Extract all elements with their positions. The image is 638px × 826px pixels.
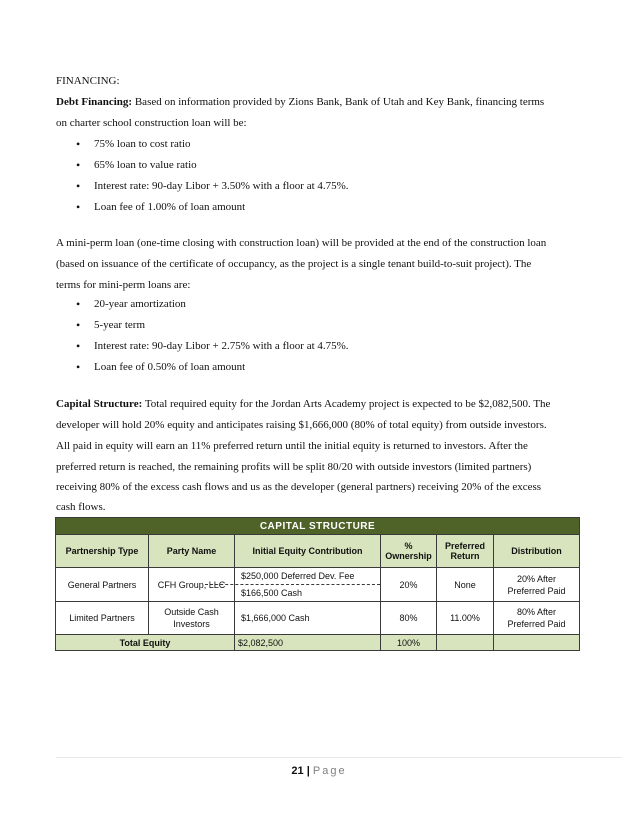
debt-financing-text: Based on information provided by Zions Bank, Bank of Utah and Key Bank, financing terms <box>132 96 545 108</box>
cell-partnership-type: General Partners <box>56 568 149 602</box>
miniperm-paragraph-line-2: (based on issuance of the certificate of occupancy, as the project is a single tenant build-to-suit project). The <box>56 258 532 270</box>
list-item: • Interest rate: 90-day Libor + 2.75% with a floor at 4.75%. <box>58 336 349 357</box>
table-row <box>56 602 580 635</box>
miniperm-paragraph-line-3: terms for mini-perm loans are: <box>56 279 191 291</box>
page-number: 21 <box>291 765 304 777</box>
debt-financing-paragraph-line-2: on charter school construction loan will be: <box>56 117 247 129</box>
capital-structure-table <box>55 517 580 651</box>
capital-structure-label: Capital Structure: <box>56 398 143 410</box>
table-header-row <box>56 535 580 568</box>
page-footer <box>0 765 638 777</box>
capital-structure-paragraph-line-2: developer will hold 20% equity and anticipates raising $1,666,000 (80% of total equity) from outside investors. <box>56 419 547 431</box>
capital-structure-paragraph-line-1 <box>56 398 550 410</box>
miniperm-paragraph-line-1: A mini-perm loan (one-time closing with construction loan) will be provided at the end of the construction loan <box>56 237 547 249</box>
column-header-preferred-return: Preferred Return <box>437 535 494 568</box>
total-preferred-return-empty <box>437 635 494 651</box>
column-header-distribution: Distribution <box>494 535 580 568</box>
construction-loan-terms-list <box>58 134 349 218</box>
total-equity-label: Total Equity <box>56 635 235 651</box>
capital-structure-paragraph-line-4: preferred return is reached, the remaining profits will be split 80/20 with outside investors (limited partners) <box>56 461 532 473</box>
cell-preferred-return: None <box>437 568 494 602</box>
total-distribution-empty <box>494 635 580 651</box>
cell-distribution: 80% After Preferred Paid <box>494 602 580 635</box>
debt-financing-paragraph-line-1 <box>56 96 544 108</box>
capital-structure-paragraph-line-3: All paid in equity will earn an 11% preferred return until the initial equity is returned to investors. After the <box>56 440 528 452</box>
list-item: • 65% loan to value ratio <box>58 155 349 176</box>
list-item: • Loan fee of 0.50% of loan amount <box>58 357 349 378</box>
financing-heading: FINANCING: <box>56 75 120 87</box>
cell-party-name: CFH Group, LLC <box>149 568 235 602</box>
cell-partnership-type: Limited Partners <box>56 602 149 635</box>
column-header-initial-equity: Initial Equity Contribution <box>235 535 381 568</box>
column-header-ownership: % Ownership <box>381 535 437 568</box>
footer-divider <box>56 757 622 758</box>
cell-ownership: 80% <box>381 602 437 635</box>
capital-structure-text: Total required equity for the Jordan Arts Academy project is expected to be $2,082,500. The <box>142 398 551 410</box>
cell-distribution: 20% After Preferred Paid <box>494 568 580 602</box>
cell-preferred-return: 11.00% <box>437 602 494 635</box>
list-item: • 5-year term <box>58 315 349 336</box>
capital-structure-paragraph-line-5: receiving 80% of the excess cash flows and us as the developer (general partners) receiving 20% of the excess <box>56 481 542 493</box>
column-header-partnership-type: Partnership Type <box>56 535 149 568</box>
capital-structure-paragraph-line-6: cash flows. <box>56 501 106 513</box>
page-word: Page <box>312 765 347 777</box>
cell-ownership: 20% <box>381 568 437 602</box>
list-item: • 75% loan to cost ratio <box>58 134 349 155</box>
total-equity-amount: $2,082,500 <box>235 635 381 651</box>
miniperm-loan-terms-list <box>58 294 349 378</box>
column-header-party-name: Party Name <box>149 535 235 568</box>
table-row <box>56 568 580 602</box>
debt-financing-label: Debt Financing: <box>56 96 133 108</box>
table-title: CAPITAL STRUCTURE <box>56 518 580 535</box>
contribution-line: $166,500 Cash <box>241 588 303 598</box>
cell-party-name: Outside Cash Investors <box>149 602 235 635</box>
list-item: • Loan fee of 1.00% of loan amount <box>58 197 349 218</box>
list-item: • 20-year amortization <box>58 294 349 315</box>
contribution-line: $1,666,000 Cash <box>241 613 310 623</box>
total-ownership: 100% <box>381 635 437 651</box>
cell-initial-equity <box>235 602 381 635</box>
table-total-row <box>56 635 580 651</box>
contribution-line: $250,000 Deferred Dev. Fee <box>205 568 380 585</box>
cell-initial-equity <box>235 568 381 602</box>
list-item: • Interest rate: 90-day Libor + 3.50% with a floor at 4.75%. <box>58 176 349 197</box>
footer-separator: | <box>306 765 310 777</box>
